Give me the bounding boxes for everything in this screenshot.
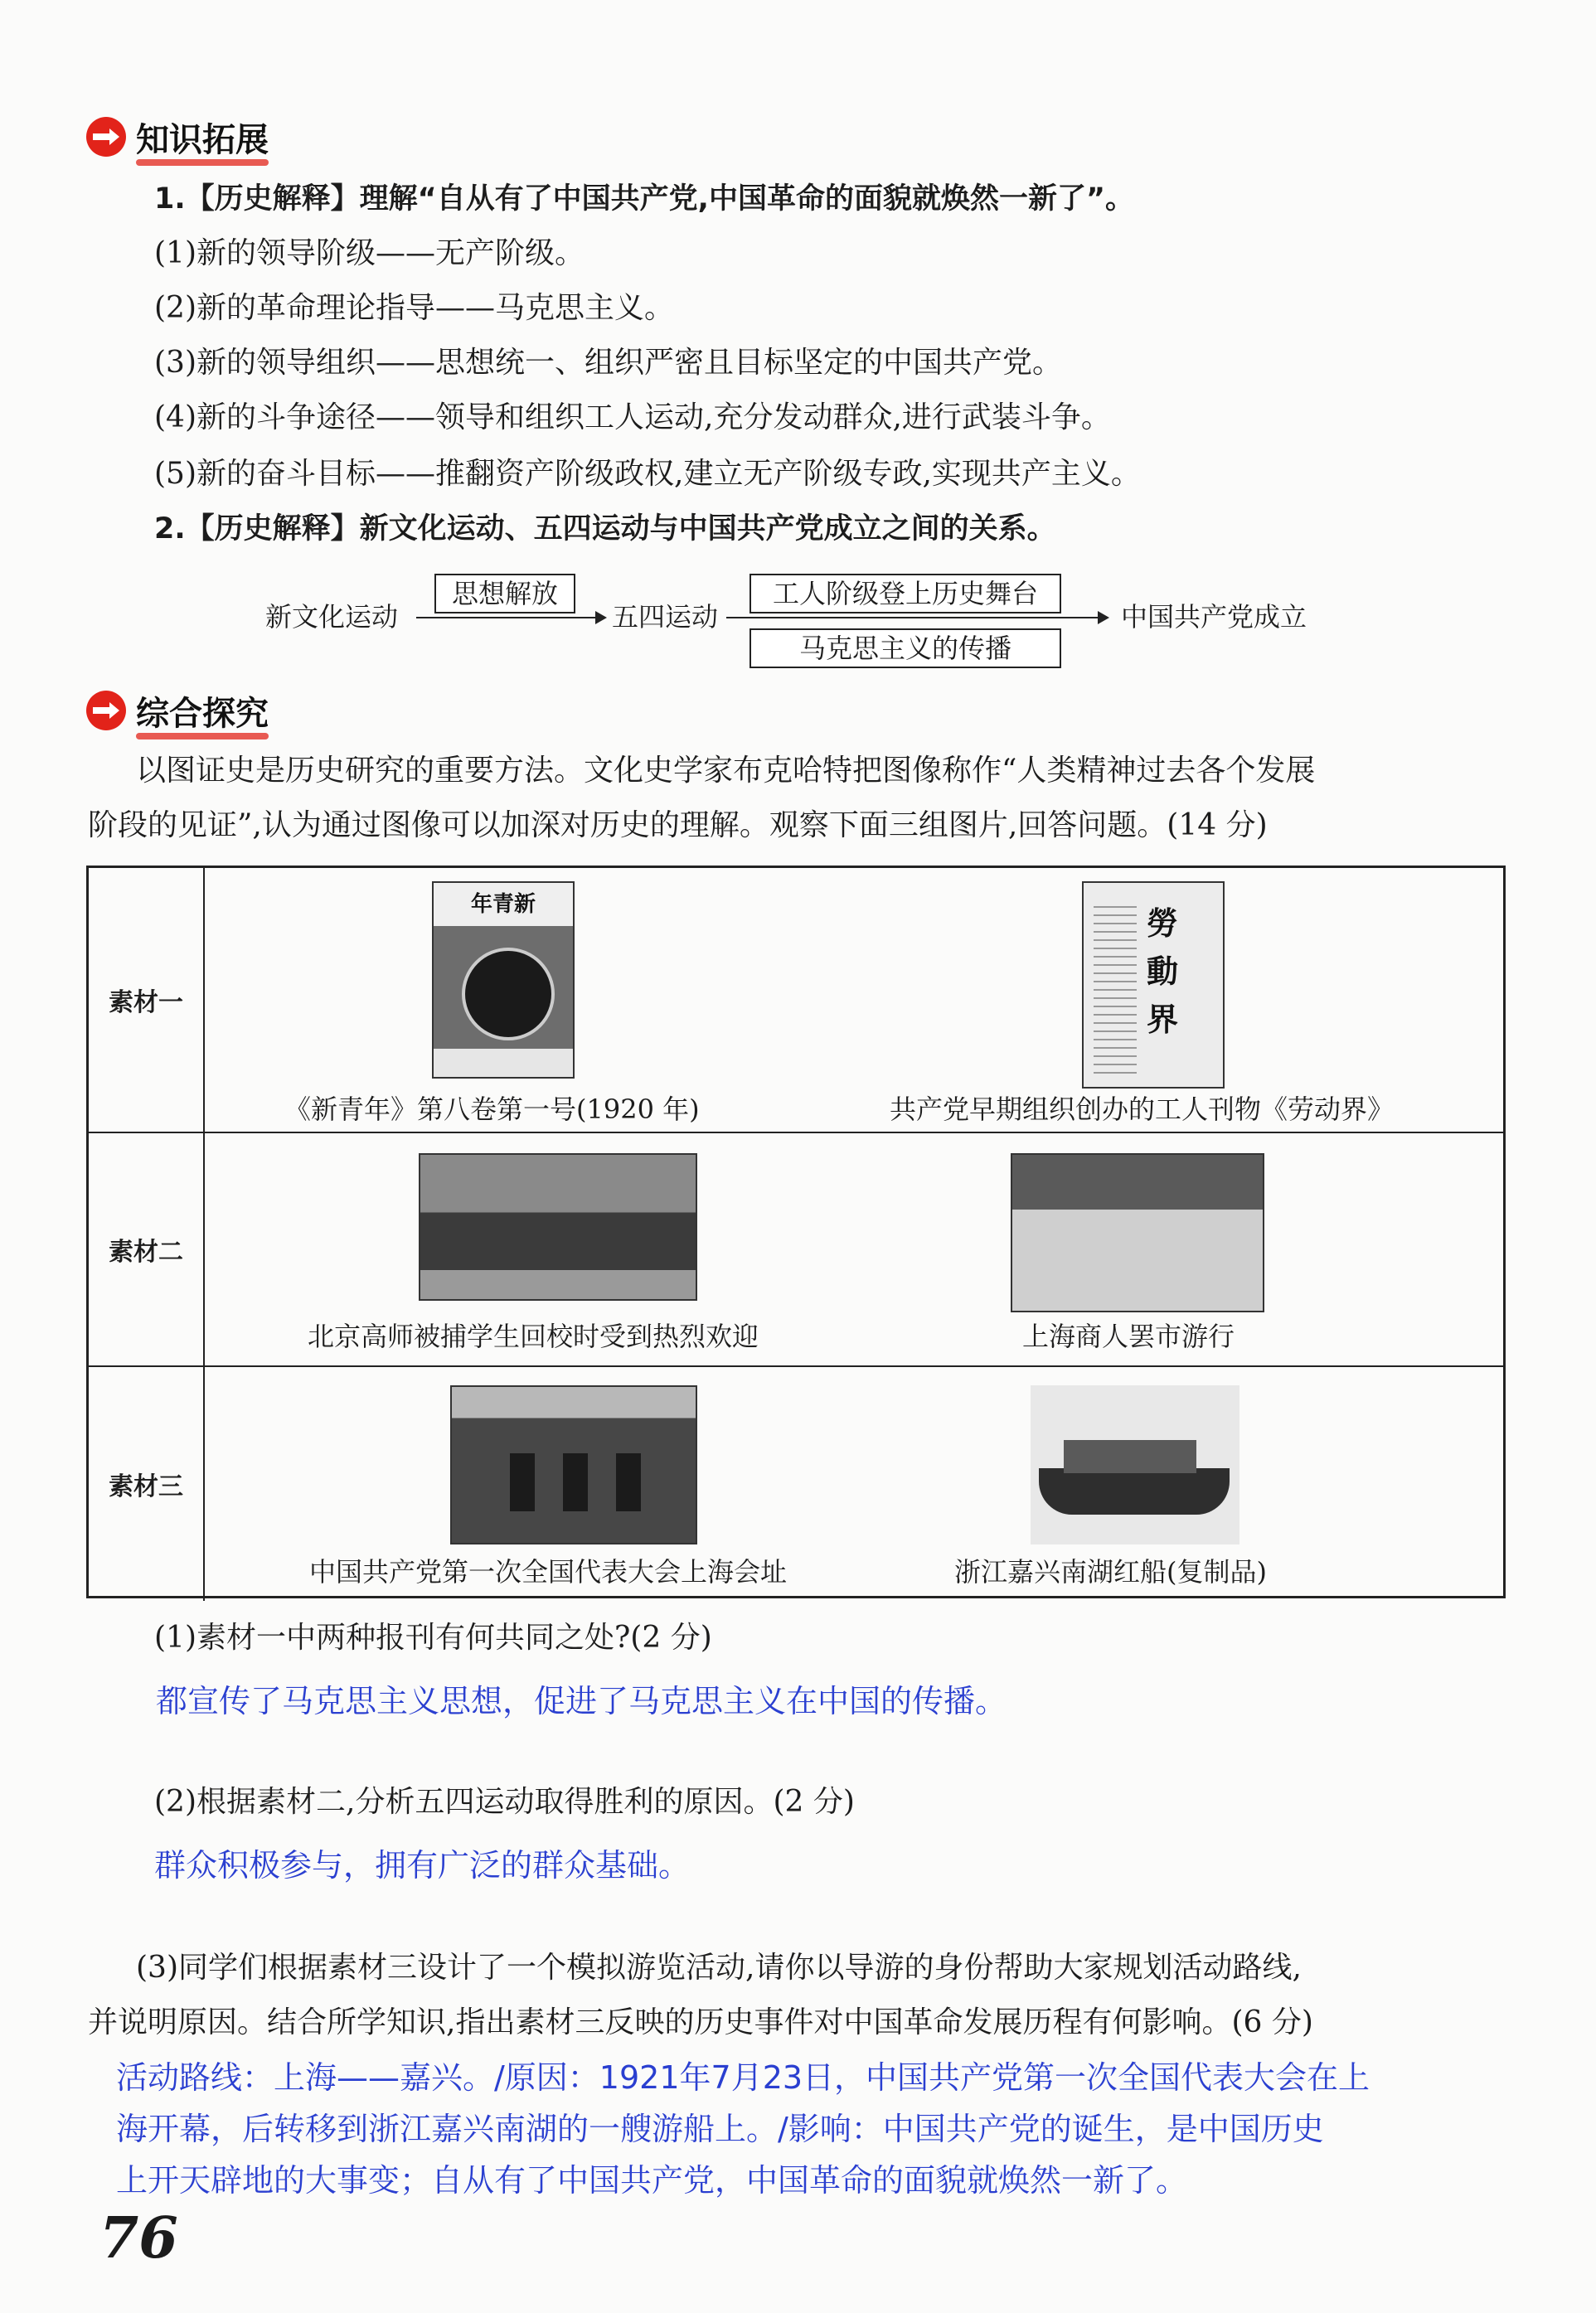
question-3-3-line-1: (3)同学们根据素材三设计了一个模拟游览活动,请你以导游的身份帮助大家规划活动路线,: [136, 1951, 1302, 1985]
diagram-link-2-bottom: 马克思主义的传播: [749, 628, 1061, 668]
first-congress-site-photo: [450, 1385, 697, 1544]
question-1-title: 1.【历史解释】理解“自从有了中国共产党,中国革命的面貌就焕然一新了”。: [154, 182, 1134, 216]
material-row-3: [89, 1365, 1503, 1601]
q1-point-1: (1)新的领导阶级——无产阶级。: [154, 236, 585, 270]
section-heading-knowledge: [86, 113, 269, 161]
answer-3-3-line-3: 上开天辟地的大事变；自从有了中国共产党，中国革命的面貌就焕然一新了。: [116, 2162, 1188, 2199]
students-welcomed-photo: [419, 1153, 697, 1301]
material-label: 素材二: [89, 1133, 205, 1365]
shanghai-merchants-strike-photo: [1011, 1153, 1264, 1312]
xin-qingnian-cover-image: [432, 881, 575, 1079]
material-3-right-caption: 浙江嘉兴南湖红船(复制品): [954, 1556, 1267, 1588]
cover-title: 年青新: [434, 883, 573, 926]
material-2-left-caption: 北京高师被捕学生回校时受到热烈欢迎: [308, 1321, 759, 1352]
section-heading-text: 知识拓展: [136, 120, 269, 159]
q1-point-5: (5)新的奋斗目标——推翻资产阶级政权,建立无产阶级专政,实现共产主义。: [154, 457, 1141, 491]
section-arrow-icon: [86, 117, 126, 157]
question-2-title: 2.【历史解释】新文化运动、五四运动与中国共产党成立之间的关系。: [154, 512, 1056, 546]
laodongjie-cover-image: [1082, 881, 1225, 1089]
section-heading-inquiry: [86, 686, 269, 735]
material-2-right-caption: 上海商人罢市游行: [1022, 1321, 1235, 1352]
answer-3-2: 群众积极参与，拥有广泛的群众基础。: [154, 1847, 691, 1884]
material-1-right-caption: 共产党早期组织创办的工人刊物《劳动界》: [890, 1093, 1395, 1125]
globe-icon: [462, 948, 555, 1040]
answer-3-1: 都宣传了马克思主义思想，促进了马克思主义在中国的传播。: [156, 1683, 1007, 1719]
intro-line-2: 阶段的见证”,认为通过图像可以加深对历史的理解。观察下面三组图片,回答问题。(14 分): [88, 808, 1268, 842]
material-table: [86, 866, 1506, 1598]
material-row-1: [89, 868, 1503, 1132]
nanhu-red-boat-photo: [1031, 1385, 1239, 1544]
material-row-2: [89, 1132, 1503, 1365]
page-number: 76: [99, 2205, 178, 2272]
diagram-link-2-top: 工人阶级登上历史舞台: [749, 574, 1061, 613]
cover-title: 勞動界: [1147, 904, 1179, 1038]
answer-3-3-line-1: 活动路线：上海——嘉兴。/原因：1921年7月23日，中国共产党第一次全国代表大会在上: [116, 2059, 1370, 2096]
question-3-2: (2)根据素材二,分析五四运动取得胜利的原因。(2 分): [154, 1785, 855, 1819]
answer-3-3-line-2: 海开幕，后转移到浙江嘉兴南湖的一艘游船上。/影响：中国共产党的诞生，是中国历史: [116, 2111, 1324, 2147]
section-heading-text: 综合探究: [136, 694, 269, 733]
intro-line-1: 以图证史是历史研究的重要方法。文化史学家布克哈特把图像称作“人类精神过去各个发展: [136, 754, 1316, 788]
q1-point-3: (3)新的领导组织——思想统一、组织严密且目标坚定的中国共产党。: [154, 346, 1062, 380]
material-label: 素材一: [89, 868, 205, 1132]
question-3-3-line-2: 并说明原因。结合所学知识,指出素材三反映的历史事件对中国革命发展历程有何影响。(6 分): [88, 2005, 1313, 2039]
question-3-1: (1)素材一中两种报刊有何共同之处?(2 分): [154, 1621, 712, 1655]
material-label: 素材三: [89, 1367, 205, 1601]
q1-point-2: (2)新的革命理论指导——马克思主义。: [154, 291, 674, 325]
diagram-start: 新文化运动: [265, 601, 399, 633]
diagram-arrow-2: [726, 617, 1108, 618]
diagram-end: 中国共产党成立: [1121, 601, 1307, 633]
material-1-left-caption: 《新青年》第八卷第一号(1920 年): [284, 1093, 700, 1125]
section-arrow-icon: [86, 691, 126, 730]
diagram-middle: 五四运动: [612, 601, 719, 633]
material-3-left-caption: 中国共产党第一次全国代表大会上海会址: [309, 1556, 788, 1588]
diagram-arrow-1: [416, 617, 605, 618]
diagram-link-1: 思想解放: [434, 574, 575, 613]
q1-point-4: (4)新的斗争途径——领导和组织工人运动,充分发动群众,进行武装斗争。: [154, 400, 1111, 434]
